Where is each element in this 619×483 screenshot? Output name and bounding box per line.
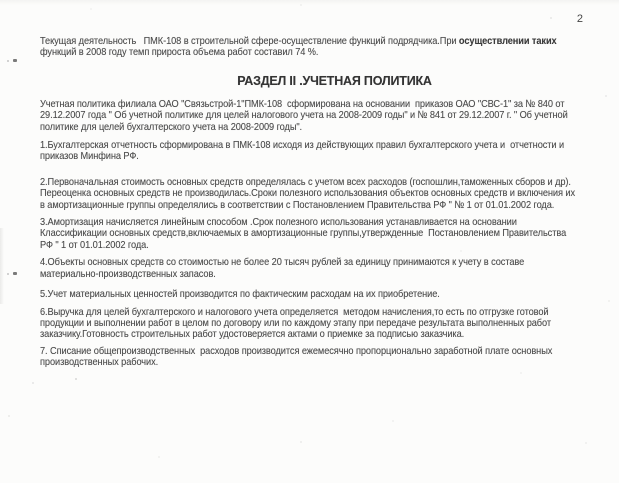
text-line: функций в 2008 году темп прироста объема работ составил 74 %. <box>40 46 319 59</box>
paragraph-item-3 <box>40 217 589 251</box>
paragraph-item-4 <box>40 257 589 280</box>
text-line: РФ " 1 от 01.01.2002 года. <box>40 238 149 251</box>
text-line: 5.Учет материальных ценностей производится по фактическим расходам на их приобретение. <box>40 288 440 301</box>
text-line: Классификации основных средств,включаемых в амортизационные группы,утвержденные Постановлением Правительства <box>40 227 567 240</box>
text-line: материально-производственных запасов. <box>40 267 216 280</box>
intro-bold-segment: осуществлении таких <box>458 35 557 47</box>
text-line: в амортизационные группы определялись в соответствии с Постановлением Правительства РФ " № 1 от 01.01.2002 года. <box>40 198 555 211</box>
document-content <box>40 36 589 369</box>
text-line: 1.Бухгалтерская отчетность сформирована в ПМК-108 исходя из действующих правил бухгалтерского учета и отчетности и <box>40 139 565 152</box>
paragraph-item-7 <box>40 346 589 369</box>
text-line: 6.Выручка для целей бухгалтерского и налогового учета определяется методом начисления,то есть по отгрузке готовой <box>40 305 549 318</box>
text-line: производственных рабочих. <box>40 356 159 369</box>
paragraph-policy-basis <box>40 99 589 133</box>
text-line: 3.Амортизация начисляется линейным способом .Срок полезного использования устанавливается на основании <box>40 216 517 229</box>
margin-scan-mark <box>13 59 17 62</box>
paragraph-item-2 <box>40 177 589 211</box>
text-line: приказов Минфина РФ. <box>40 150 139 163</box>
scan-edge-shading-top <box>0 0 619 5</box>
intro-text-segment: Текущая деятельность ПМК-108 в строительной сфере-осуществление функций подрядчика.При <box>40 35 459 47</box>
text-line: продукции и выполнении работ в целом по договору или по каждому этапу при передаче результата выполненных работ <box>40 316 552 329</box>
text-line: 7. Списание общепроизводственных расходов производится ежемесячно пропорционально заработной плате основных <box>40 344 553 357</box>
text-line: 4.Объекты основных средств со стоимостью не более 20 тысяч рублей за единицу принимаются к учету в составе <box>40 256 525 269</box>
section-title: РАЗДЕЛ II .УЧЕТНАЯ ПОЛИТИКА <box>237 73 432 88</box>
paragraph-item-1 <box>40 140 589 163</box>
text-line: заказчику.Готовность строительных работ удостоверяется актами о приемке за подписью заказчика. <box>40 328 465 341</box>
paragraph-item-6 <box>40 307 589 341</box>
text-line: 2.Первоначальная стоимость основных средств определялась с учетом всех расходов (госпошлин,таможенных сборов и др). <box>40 175 571 188</box>
text-line: политике для целей бухгалтерского учета на 2008-2009 годы". <box>40 120 303 133</box>
scan-noise-specks <box>0 0 2 2</box>
intro-paragraph <box>40 36 589 59</box>
text-line: Учетная политика филиала ОАО "Связьстрой-1"ПМК-108 сформирована на основании приказов ОАО "СВС-1" за № 840 от <box>40 97 565 110</box>
margin-scan-mark <box>13 272 17 275</box>
scan-edge-shading-left <box>0 228 4 304</box>
page-number: 2 <box>576 13 583 25</box>
paragraph-item-5 <box>40 289 589 300</box>
text-line: Переоценка основных средств не производилась.Сроки полезного использования объектов основных средств и включения их <box>40 187 575 200</box>
text-line: 29.12.2007 года " Об учетной политике для целей налогового учета на 2008-2009 годы" и № 841 от 29.12.2007 г. " Об учетной <box>40 109 568 122</box>
